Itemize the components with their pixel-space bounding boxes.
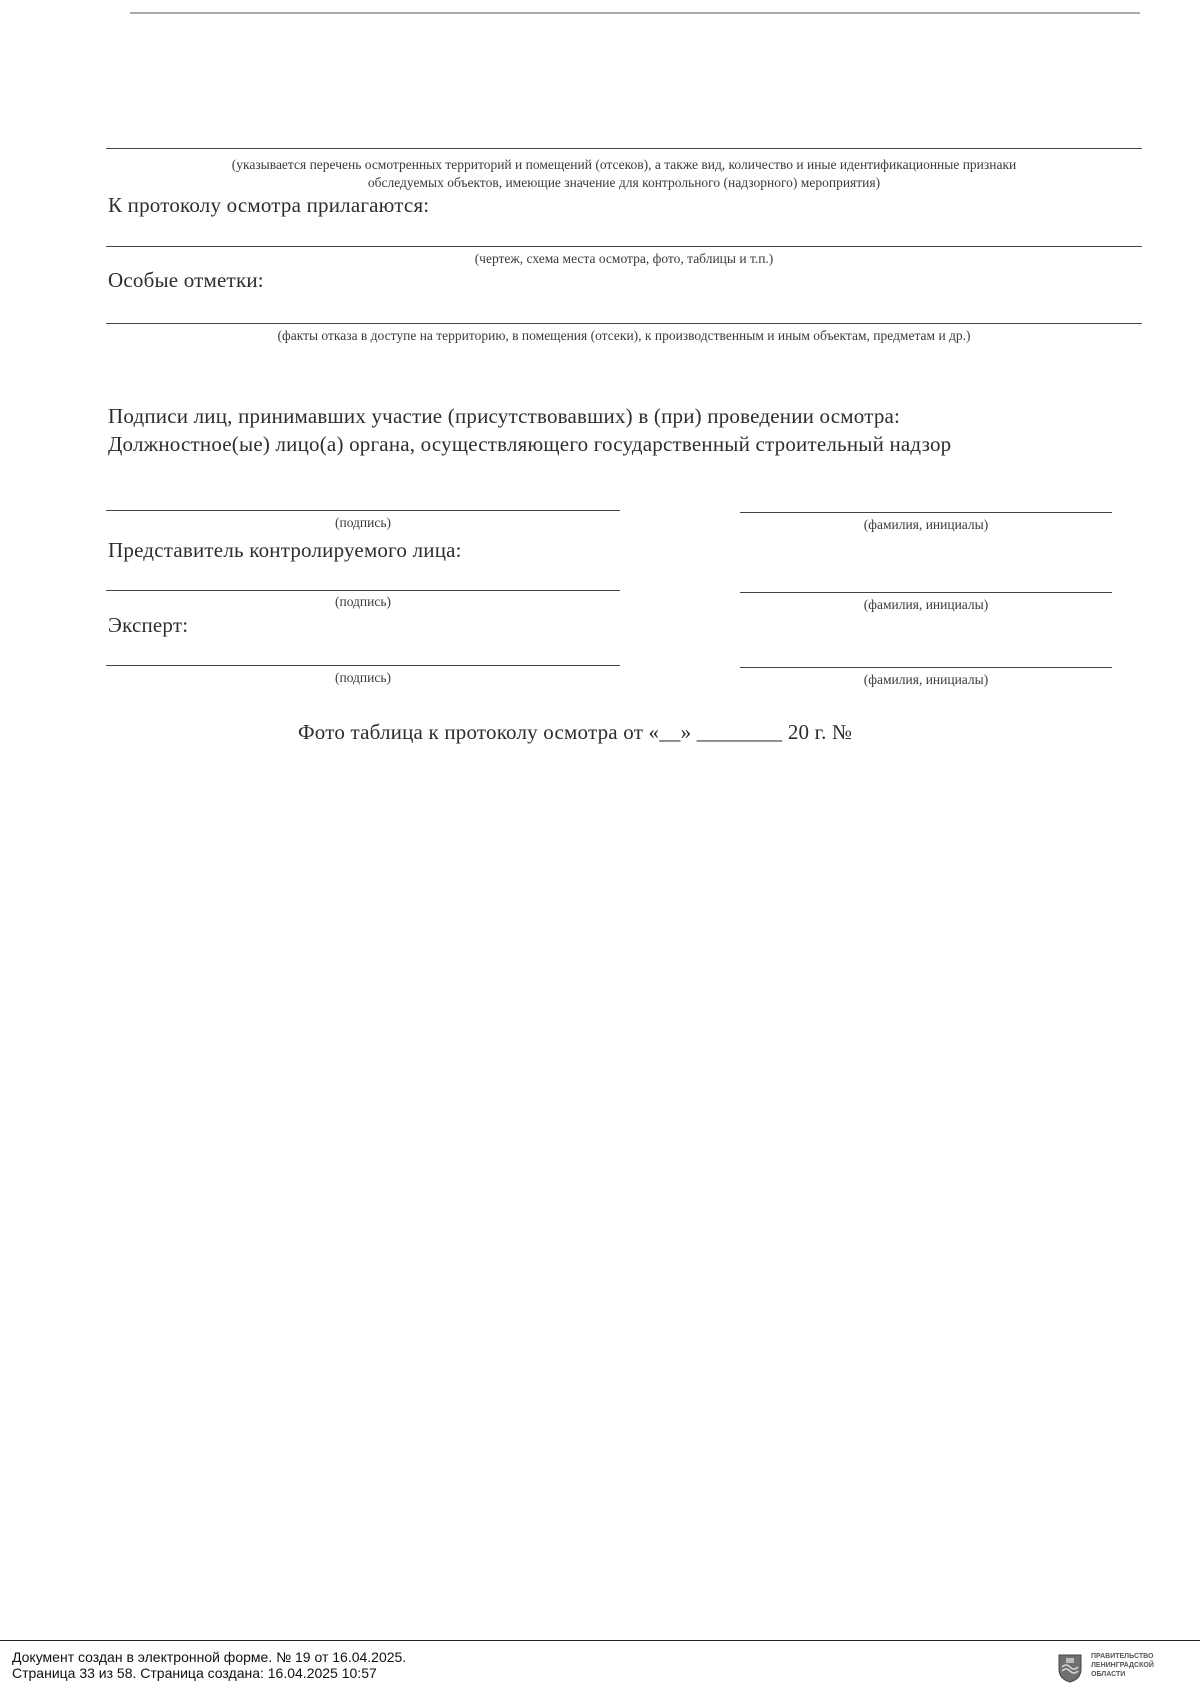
representative-name-hint: (фамилия, инициалы) — [863, 597, 989, 612]
representative-name-line — [740, 592, 1112, 593]
government-logo-text — [1091, 1652, 1181, 1679]
territory-hint-line1: (указывается перечень осмотренных территорий и помещений (отсеков), а также вид, количество и иные идентификационные признаки — [231, 157, 1017, 172]
official-name-hint: (фамилия, инициалы) — [863, 517, 989, 532]
document-footer — [0, 1640, 1200, 1699]
territory-rule — [106, 148, 1142, 149]
page-top-border — [130, 12, 1140, 14]
representative-signature-line — [106, 590, 620, 591]
logo-line-1: ПРАВИТЕЛЬСТВО — [1091, 1653, 1154, 1660]
special-notes-label: Особые отметки: — [108, 268, 264, 292]
official-signature-hint: (подпись) — [334, 515, 392, 530]
official-signature-line — [106, 510, 620, 511]
footer-text — [12, 1649, 406, 1681]
footer-document-info: Документ создан в электронной форме. № 19 от 16.04.2025. — [12, 1649, 407, 1665]
expert-signature-hint: (подпись) — [334, 670, 392, 685]
expert-name-hint: (фамилия, инициалы) — [863, 672, 989, 687]
photo-table-line: Фото таблица к протоколу осмотра от «__» ________ 20 г. № — [298, 720, 853, 744]
territory-hint-line2: обследуемых объектов, имеющие значение для контрольного (надзорного) мероприятия) — [367, 175, 881, 190]
expert-label: Эксперт: — [108, 613, 189, 637]
logo-line-3: ОБЛАСТИ — [1091, 1671, 1126, 1678]
footer-page-info: Страница 33 из 58. Страница создана: 16.04.2025 10:57 — [12, 1665, 377, 1681]
logo-line-2: ЛЕНИНГРАДСКОЙ — [1091, 1662, 1154, 1669]
expert-name-line — [740, 667, 1112, 668]
special-notes-hint: (факты отказа в доступе на территорию, в помещения (отсеки), к производственным и иным объектам, предметам и др.) — [277, 328, 971, 343]
representative-signature-hint: (подпись) — [334, 594, 392, 609]
coat-of-arms-icon — [1057, 1653, 1083, 1683]
representative-label: Представитель контролируемого лица: — [108, 538, 462, 562]
signatures-heading: Подписи лиц, принимавших участие (присутствовавших) в (при) проведении осмотра: — [108, 404, 901, 428]
officials-heading: Должностное(ые) лицо(а) органа, осуществляющего государственный строительный надзор — [108, 432, 952, 456]
expert-signature-line — [106, 665, 620, 666]
official-name-line — [740, 512, 1112, 513]
attachments-rule — [106, 246, 1142, 247]
special-notes-rule — [106, 323, 1142, 324]
attachments-hint: (чертеж, схема места осмотра, фото, таблицы и т.п.) — [474, 251, 774, 266]
attachments-label: К протоколу осмотра прилагаются: — [108, 193, 430, 217]
government-logo — [1057, 1651, 1182, 1687]
